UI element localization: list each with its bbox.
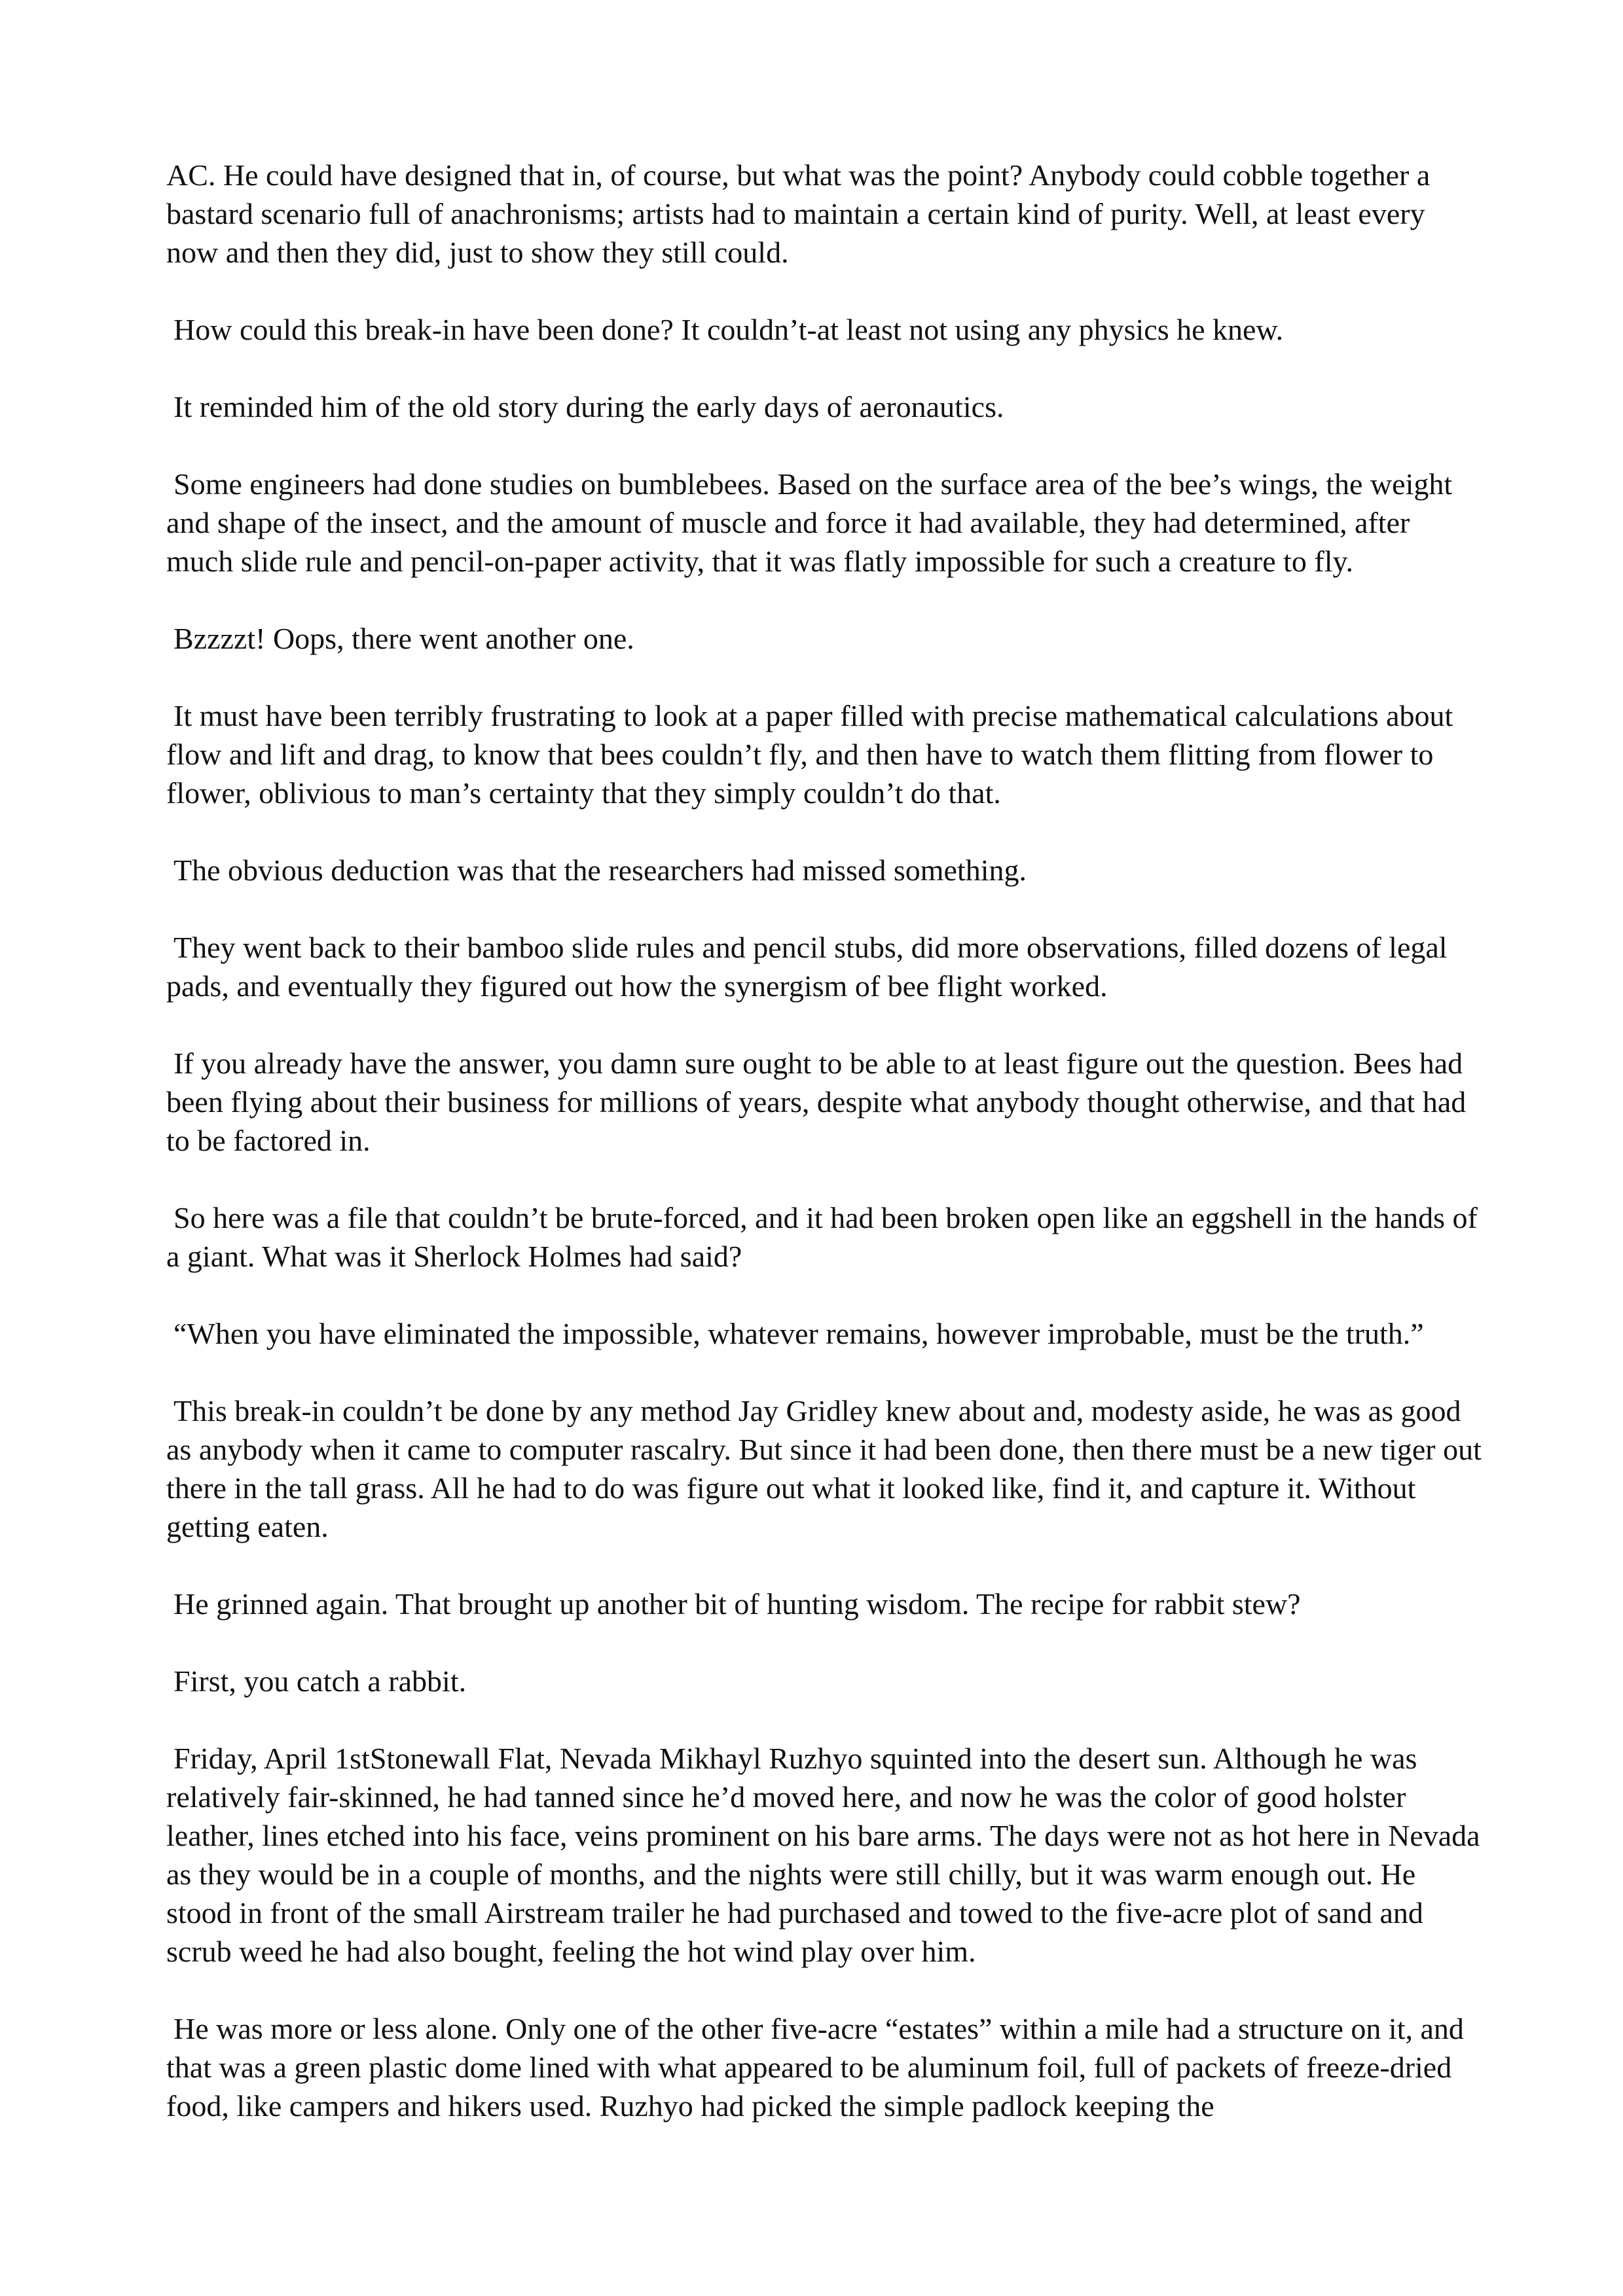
paragraph-12: This break-in couldn’t be done by any method Jay Gridley knew about and, modesty aside, he was as good as anybody when it came to computer rascalry. But since it had been done, then there must be a new tiger out there in the tall grass. All he had to do was figure out what it looked like, find it, and capture it. Without getting eaten. <box>166 1394 1482 1543</box>
paragraph-15: Friday, April 1stStonewall Flat, Nevada Mikhayl Ruzhyo squinted into the desert sun. Although he was relatively fair-skinned, he had tanned since he’d moved here, and now he was the color of good holster leather, lines etched into his face, veins prominent on his bare arms. The days were not as hot here in Nevada as they would be in a couple of months, and the nights were still chilly, but it was warm enough out. He stood in front of the small Airstream trailer he had purchased and towed to the five-acre plot of sand and scrub weed he had also bought, feeling the hot wind play over him. <box>166 1742 1480 1968</box>
paragraph-4: Some engineers had done studies on bumblebees. Based on the surface area of the bee’s wings, the weight and shape of the insect, and the amount of muscle and force it had available, they had determined, after much slide rule and pencil-on-paper activity, that it was flatly impossible for such a creature to fly. <box>166 467 1453 578</box>
paragraph-5: Bzzzzt! Oops, there went another one. <box>173 622 634 655</box>
paragraph-13: He grinned again. That brought up another bit of hunting wisdom. The recipe for rabbit stew? <box>173 1587 1301 1621</box>
document-page <box>166 156 1482 2164</box>
paragraph-14: First, you catch a rabbit. <box>173 1664 467 1698</box>
paragraph-7: The obvious deduction was that the researchers had missed something. <box>173 853 1027 887</box>
paragraph-6: It must have been terribly frustrating to look at a paper filled with precise mathematical calculations about flow and lift and drag, to know that bees couldn’t fly, and then have to watch them flitting from flower to flower, oblivious to man’s certainty that they simply couldn’t do that. <box>166 699 1453 810</box>
paragraph-1: AC. He could have designed that in, of course, but what was the point? Anybody could cobble together a bastard scenario full of anachronisms; artists had to maintain a certain kind of purity. Well, at least every now and then they did, just to show they still could. <box>166 158 1431 269</box>
paragraph-9: If you already have the answer, you damn sure ought to be able to at least figure out the question. Bees had been flying about their business for millions of years, despite what anybody thought otherwise, and that had to be factored in. <box>166 1047 1467 1157</box>
paragraph-16: He was more or less alone. Only one of the other five-acre “estates” within a mile had a structure on it, and that was a green plastic dome lined with what appeared to be aluminum foil, full of packets of freeze-dried food, like campers and hikers used. Ruzhyo had picked the simple padlock keeping the <box>166 2012 1464 2123</box>
paragraph-8: They went back to their bamboo slide rules and pencil stubs, did more observations, filled dozens of legal pads, and eventually they figured out how the synergism of bee flight worked. <box>166 931 1448 1003</box>
paragraph-2: How could this break-in have been done? It couldn’t-at least not using any physics he knew. <box>173 313 1284 346</box>
paragraph-3: It reminded him of the old story during the early days of aeronautics. <box>173 390 1004 423</box>
paragraph-11: “When you have eliminated the impossible, whatever remains, however improbable, must be the truth.” <box>173 1317 1424 1350</box>
paragraph-10: So here was a file that couldn’t be brute-forced, and it had been broken open like an eggshell in the hands of a giant. What was it Sherlock Holmes had said? <box>166 1201 1478 1273</box>
